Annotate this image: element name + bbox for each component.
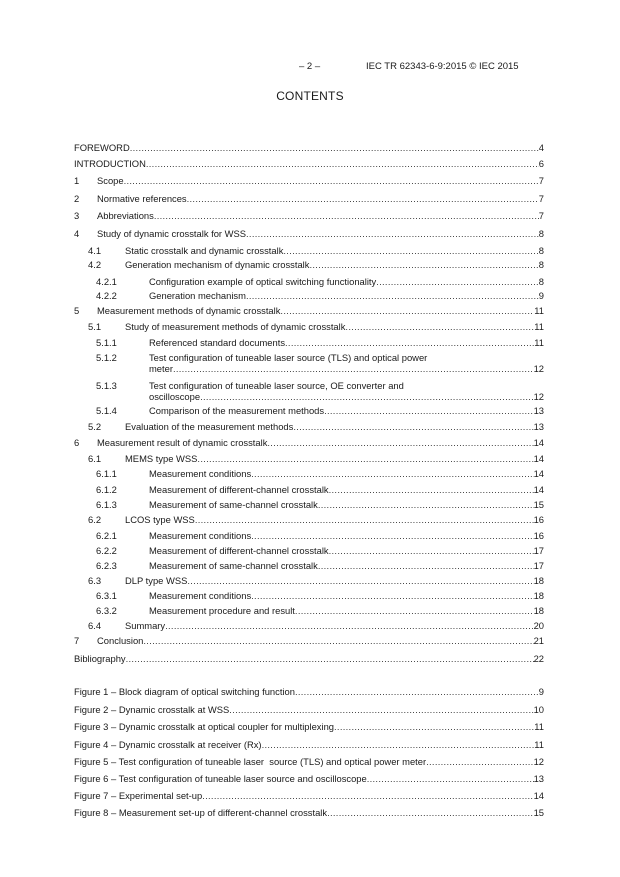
dot-leader — [293, 421, 533, 432]
toc-entry[interactable] — [74, 575, 544, 586]
toc-entry-page: 8 — [538, 259, 544, 270]
toc-entry-number: 2 — [74, 193, 80, 204]
dot-leader — [202, 790, 533, 801]
toc-entry-number: 5.1.4 — [96, 405, 117, 416]
toc-entry-page: 8 — [538, 245, 544, 256]
figure-entry-page: 11 — [534, 721, 544, 732]
dot-leader — [367, 773, 534, 784]
toc-entry-title: Measurement conditions — [149, 590, 252, 601]
toc-entry[interactable] — [74, 290, 544, 301]
figure-entry-page: 9 — [538, 686, 544, 697]
dot-leader — [318, 560, 534, 571]
toc-entry[interactable] — [74, 514, 544, 525]
toc-entry-page: 22 — [533, 653, 544, 664]
toc-entry-title: FOREWORD — [74, 142, 130, 153]
dot-leader — [246, 290, 539, 301]
dot-leader — [329, 545, 534, 556]
dot-leader — [426, 756, 533, 767]
toc-entry[interactable] — [74, 175, 544, 186]
toc-entry-title: Conclusion — [97, 635, 144, 646]
figure-entry-title: Figure 3 – Dynamic crosstalk at optical coupler for multiplexing — [74, 721, 335, 732]
dot-leader — [187, 575, 533, 586]
toc-entry[interactable] — [74, 158, 544, 169]
dot-leader — [165, 620, 533, 631]
figure-entry-title: Figure 1 – Block diagram of optical switching function — [74, 686, 295, 697]
toc-entry[interactable] — [74, 635, 544, 646]
toc-entry-title: DLP type WSS — [125, 575, 188, 586]
dot-leader — [334, 721, 534, 732]
toc-entry-title: Measurement methods of dynamic crosstalk — [97, 305, 281, 316]
dot-leader — [124, 175, 539, 186]
toc-entry[interactable] — [74, 193, 544, 204]
toc-entry-number: 5.1.3 — [96, 380, 117, 391]
dot-leader — [229, 704, 533, 715]
figure-entry-title: Figure 5 – Test configuration of tuneable laser source (TLS) and optical power meter — [74, 756, 427, 767]
dot-leader — [251, 468, 533, 479]
toc-entry-title: oscilloscope — [149, 391, 201, 402]
toc-entry-page: 17 — [533, 545, 544, 556]
toc-entry-page: 6 — [538, 158, 544, 169]
toc-entry-title: Configuration example of optical switching functionality — [149, 276, 377, 287]
dot-leader — [187, 193, 539, 204]
figure-entry-page: 11 — [534, 739, 544, 750]
toc-entry-title: Scope — [97, 175, 124, 186]
dot-leader — [295, 686, 539, 697]
toc-entry-number: 4.1 — [88, 245, 102, 256]
toc-entry[interactable] — [74, 245, 544, 256]
toc-entry-title: Measurement of same-channel crosstalk — [149, 499, 318, 510]
dot-leader — [376, 276, 539, 287]
toc-entry[interactable] — [74, 453, 544, 464]
toc-entry-number: 5 — [74, 305, 80, 316]
toc-entry-page: 18 — [533, 575, 544, 586]
toc-entry-number: 5.1.1 — [96, 337, 117, 348]
toc-entry-page: 9 — [538, 290, 544, 301]
toc-entry-page: 18 — [533, 590, 544, 601]
figure-entry-title: Figure 2 – Dynamic crosstalk at WSS — [74, 704, 230, 715]
toc-entry-number: 6.3.2 — [96, 605, 117, 616]
toc-entry[interactable] — [74, 653, 544, 664]
dot-leader — [280, 305, 534, 316]
toc-entry-title: Static crosstalk and dynamic crosstalk — [125, 245, 284, 256]
toc-entry-title: Bibliography — [74, 653, 126, 664]
toc-entry-title-line: Test configuration of tuneable laser source, OE converter and — [149, 380, 404, 391]
toc-entry-page: 14 — [533, 437, 544, 448]
toc-entry-title: Summary — [125, 620, 166, 631]
toc-entry[interactable] — [74, 605, 544, 616]
toc-entry-page: 15 — [533, 499, 544, 510]
toc-entry-page: 7 — [538, 175, 544, 186]
toc-entry-title: INTRODUCTION — [74, 158, 146, 169]
toc-entry-title: Measurement procedure and result — [149, 605, 295, 616]
toc-entry-page: 12 — [533, 391, 544, 402]
dot-leader — [143, 635, 533, 646]
toc-entry[interactable] — [74, 405, 544, 416]
dot-leader — [146, 158, 539, 169]
figure-entry-page: 12 — [533, 756, 544, 767]
toc-entry-number: 4.2.1 — [96, 276, 117, 287]
toc-entry-page: 13 — [533, 421, 544, 432]
toc-entry[interactable] — [74, 499, 544, 510]
toc-entry-page: 12 — [533, 363, 544, 374]
toc-entry-page: 14 — [533, 453, 544, 464]
figure-entry[interactable] — [74, 686, 544, 697]
toc-entry-number: 6.1 — [88, 453, 102, 464]
toc-entry[interactable] — [74, 276, 544, 287]
toc-entry-page: 14 — [533, 484, 544, 495]
dot-leader — [324, 405, 533, 416]
toc-entry[interactable] — [74, 380, 544, 402]
dot-leader — [285, 337, 534, 348]
toc-entry-page: 11 — [534, 305, 544, 316]
toc-entry[interactable] — [74, 259, 544, 270]
toc-entry-page: 11 — [534, 321, 544, 332]
toc-entry-title: Measurement conditions — [149, 530, 252, 541]
figure-entry[interactable] — [74, 704, 544, 715]
toc-entry[interactable] — [74, 545, 544, 556]
toc-entry[interactable] — [74, 560, 544, 571]
figure-entry[interactable] — [74, 756, 544, 767]
toc-entry[interactable] — [74, 590, 544, 601]
figure-entry[interactable] — [74, 739, 544, 750]
toc-entry-title: Study of dynamic crosstalk for WSS — [97, 228, 247, 239]
figure-entry-page: 14 — [533, 790, 544, 801]
dot-leader — [309, 259, 538, 270]
figure-entry-title: Figure 7 – Experimental set-up — [74, 790, 203, 801]
toc-entry[interactable] — [74, 321, 544, 332]
toc-entry-title: Study of measurement methods of dynamic crosstalk — [125, 321, 346, 332]
toc-entry-number: 4.2.2 — [96, 290, 117, 301]
dot-leader — [154, 210, 539, 221]
toc-entry-page: 11 — [534, 337, 544, 348]
dot-leader — [327, 807, 533, 818]
toc-entry-page: 16 — [533, 530, 544, 541]
toc-entry-number: 6.2.3 — [96, 560, 117, 571]
toc-entry-page: 18 — [533, 605, 544, 616]
toc-entry-title: meter — [149, 363, 173, 374]
toc-entry[interactable] — [74, 484, 544, 495]
dot-leader — [251, 590, 533, 601]
toc-entry-title: LCOS type WSS — [125, 514, 195, 525]
toc-entry-page: 17 — [533, 560, 544, 571]
toc-entry[interactable] — [74, 305, 544, 316]
toc-entry-number: 7 — [74, 635, 80, 646]
toc-entry[interactable] — [74, 421, 544, 432]
dot-leader — [345, 321, 534, 332]
dot-leader — [126, 653, 534, 664]
figure-entry-page: 15 — [533, 807, 544, 818]
document-reference: IEC TR 62343-6-9:2015 © IEC 2015 — [366, 61, 519, 72]
toc-entry-page: 8 — [538, 228, 544, 239]
toc-entry-title: Generation mechanism of dynamic crosstalk — [125, 259, 310, 270]
toc-entry-number: 6.1.2 — [96, 484, 117, 495]
toc-entry-number: 4 — [74, 228, 80, 239]
toc-entry-number: 6.2 — [88, 514, 102, 525]
toc-entry-number: 6.4 — [88, 620, 102, 631]
toc-entry-number: 1 — [74, 175, 80, 186]
toc-entry-title: Referenced standard documents — [149, 337, 286, 348]
toc-entry[interactable] — [74, 468, 544, 479]
figure-entry-title: Figure 8 – Measurement set-up of different-channel crosstalk — [74, 807, 328, 818]
toc-entry-number: 4.2 — [88, 259, 102, 270]
toc-entry[interactable] — [74, 210, 544, 221]
toc-entry-page: 7 — [538, 193, 544, 204]
toc-entry-title: Normative references — [97, 193, 187, 204]
figure-entry-page: 13 — [533, 773, 544, 784]
toc-entry-title: Generation mechanism — [149, 290, 246, 301]
figure-entry[interactable] — [74, 773, 544, 784]
toc-entry-title: Measurement conditions — [149, 468, 252, 479]
toc-entry-number: 5.1 — [88, 321, 102, 332]
toc-entry-page: 21 — [533, 635, 544, 646]
dot-leader — [329, 484, 534, 495]
toc-entry-title: Measurement of different-channel crosstalk — [149, 545, 329, 556]
figure-entry-title: Figure 6 – Test configuration of tuneable laser source and oscilloscope — [74, 773, 367, 784]
toc-entry-page: 8 — [538, 276, 544, 287]
toc-entry[interactable] — [74, 437, 544, 448]
toc-entry-page: 7 — [538, 210, 544, 221]
toc-entry-number: 6 — [74, 437, 80, 448]
toc-entry-title-line: Test configuration of tuneable laser source (TLS) and optical power — [149, 352, 428, 363]
figure-entry[interactable] — [74, 807, 544, 818]
toc-entry-title: Evaluation of the measurement methods — [125, 421, 294, 432]
dot-leader — [295, 605, 534, 616]
page-number: – 2 – — [299, 61, 321, 72]
toc-entry-title: MEMS type WSS — [125, 453, 198, 464]
dot-leader — [130, 142, 539, 153]
toc-entry-title: Measurement of different-channel crosstalk — [149, 484, 329, 495]
toc-entry[interactable] — [74, 530, 544, 541]
dot-leader — [246, 228, 539, 239]
figure-entry-page: 10 — [533, 704, 544, 715]
toc-entry-number: 6.3.1 — [96, 590, 117, 601]
toc-entry-number: 6.2.2 — [96, 545, 117, 556]
toc-entry-page: 13 — [533, 405, 544, 416]
toc-entry-page: 16 — [533, 514, 544, 525]
dot-leader — [318, 499, 534, 510]
dot-leader — [262, 739, 535, 750]
dot-leader — [197, 453, 533, 464]
toc-entry-number: 5.1.2 — [96, 352, 117, 363]
toc-entry[interactable] — [74, 352, 544, 374]
dot-leader — [267, 437, 533, 448]
toc-entry-page: 14 — [533, 468, 544, 479]
toc-entry-page: 4 — [538, 142, 544, 153]
toc-entry[interactable] — [74, 142, 544, 153]
toc-entry-number: 5.2 — [88, 421, 102, 432]
figure-entry[interactable] — [74, 721, 544, 732]
dot-leader — [200, 391, 533, 402]
figure-entry-title: Figure 4 – Dynamic crosstalk at receiver (Rx) — [74, 739, 262, 750]
toc-entry-title: Abbreviations — [97, 210, 154, 221]
dot-leader — [195, 514, 534, 525]
toc-entry-title: Measurement of same-channel crosstalk — [149, 560, 318, 571]
toc-entry-title: Comparison of the measurement methods — [149, 405, 325, 416]
toc-entry[interactable] — [74, 337, 544, 348]
toc-entry[interactable] — [74, 620, 544, 631]
toc-entry-number: 6.2.1 — [96, 530, 117, 541]
dot-leader — [173, 363, 534, 374]
dot-leader — [251, 530, 533, 541]
toc-entry-number: 6.1.1 — [96, 468, 117, 479]
page-title: CONTENTS — [276, 89, 344, 103]
toc-entry-page: 20 — [533, 620, 544, 631]
toc-entry-number: 3 — [74, 210, 80, 221]
dot-leader — [283, 245, 538, 256]
toc-entry-number: 6.1.3 — [96, 499, 117, 510]
toc-entry-title: Measurement result of dynamic crosstalk — [97, 437, 268, 448]
figure-entry[interactable] — [74, 790, 544, 801]
toc-entry-number: 6.3 — [88, 575, 102, 586]
toc-entry[interactable] — [74, 228, 544, 239]
